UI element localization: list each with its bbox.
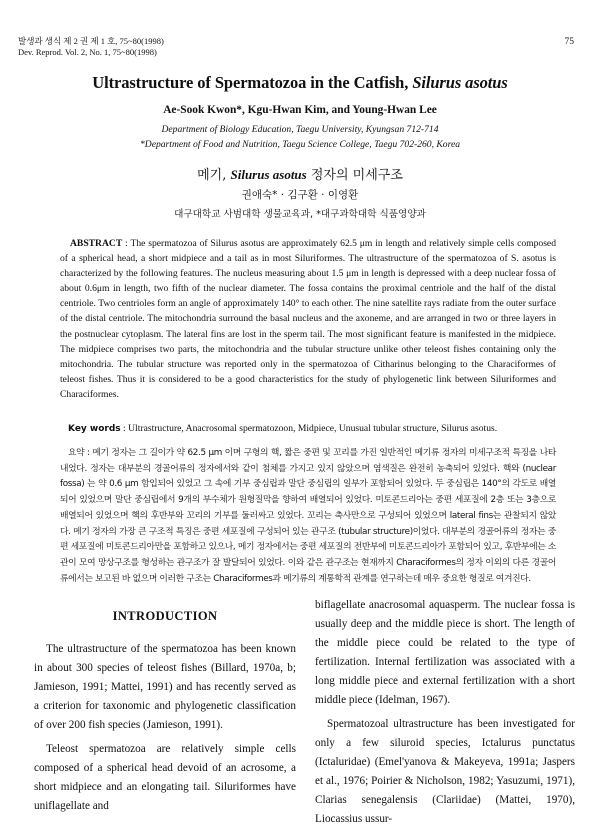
paper-title-main: Ultrastructure of Spermatozoa in the Catfish,	[92, 73, 413, 92]
author-list: Ae-Sook Kwon*, Kgu-Hwan Kim, and Young-Hwan Lee	[163, 104, 437, 116]
abstract-label: ABSTRACT	[70, 238, 123, 249]
korean-title	[0, 164, 600, 183]
journal-header-korean: 발생과 생식 제 2 권 제 1 호, 75~80(1998)	[18, 36, 164, 46]
keywords	[60, 422, 556, 436]
journal-header-english: Dev. Reprod. Vol. 2, No. 1, 75~80(1998)	[18, 47, 157, 57]
journal-header	[18, 36, 164, 58]
page-number: 75	[564, 37, 574, 47]
korean-authors: 권애숙* · 김구환 · 이영환	[241, 189, 359, 201]
korean-title-species: Silurus asotus	[230, 167, 307, 182]
paper-title-species: Silurus asotus	[412, 73, 508, 92]
korean-affiliation: 대구대학교 사범대학 생물교육과, *대구과학대학 식품영양과	[174, 209, 426, 220]
paper-title	[0, 73, 600, 93]
intro-paragraph-4: Spermatozoal ultrastructure has been investigated for only a few siluroid species, Ictalurus punctatus (Ictaluridae) (Emel'yanova & Makeyeva, 1991a; Jaspers et al., 1976; Poirier & Nicholson, 1982; Yasuzumi, 1971), Clarias senegalensis (Clariidae) (Mattei, 1970), Liocassius ussur-	[315, 717, 575, 826]
affiliation-2: *Department of Food and Nutrition, Taegu Science College, Taegu 702-260, Korea	[139, 139, 461, 150]
abstract	[60, 236, 556, 402]
korean-title-post: 정자의 미세구조	[306, 168, 403, 183]
keywords-text: : Ultrastructure, Anacrosomal spermatozoon, Midpiece, Unusual tubular structure, Silurus asotus.	[120, 423, 498, 434]
korean-summary: 요약 : 메기 정자는 그 길이가 약 62.5 μm 이며 구형의 핵, 짧은 중편 및 꼬리를 가진 일반적인 메기류 정자의 미세구조적 특징을 나타내었다. 정자는 대부분의 경골어류의 정자에서와 같이 첨체를 가지고 있지 않았으며 염색질은 완전히 농축되어 있었다. 핵와 (nuclear fossa) 는 약 0.6 μm 함입되어 있었고 그 속에 기부 중심립과 말단 중심립의 일부가 포함되어 있었다. 두 중심립은 140°의 각도로 배열되어 있었으며 말단 중심립에서 9개의 부수체가 원형질막을 향하여 배열되어 있었다. 미토콘드리아는 중편 세포질에 2층 또는 3층으로 배열되어 있었으며 핵의 후반부와 꼬리의 기부를 둘러싸고 있었다. 꼬리는 축사만으로 구성되어 있었으며 lateral fins는 관찰되지 않았다. 메기 정자의 가장 큰 구조적 특징은 중편 세포질에 구성되어 있는 관구조 (tubular structure)이었다. 대부분의 경골어류의 정자는 중편 세포질에 미토콘드리아만을 포함하고 있으나, 메기 정자에서는 중편 세포질의 전반부에 미토콘드리아가 포함되어 있고, 후반부에는 소관이 모여 망상구조를 형성하는 관구조가 잘 발달되어 있었다. 이와 같은 관구조는 현재까지 Characiformes의 정자 이외의 다른 경골어류에서는 보고된 바 없으며 이러한 구조는 Characiformes과 메기류의 계통학적 관계를 연구하는데 매우 중요한 형질로 여겨진다.	[60, 448, 556, 584]
intro-paragraph-2: Teleost spermatozoa are relatively simple cells composed of a spherical head devoid of an acrosome, a short midpiece and an elongating tail. Siluriformes have uniflagellate and	[34, 742, 296, 812]
right-column	[315, 596, 575, 829]
intro-paragraph-1: The ultrastructure of the spermatozoa has been known in about 300 species of teleost fishes (Billard, 1970a, b; Jamieson, 1991; Mattei, 1991) and has recently served as a criterion for taxonomic and phylogenetic classification of over 200 fish species (Jamieson, 1991).	[34, 643, 296, 732]
keywords-label: Key words	[68, 424, 121, 434]
left-column	[34, 607, 296, 816]
affiliation-1: Department of Biology Education, Taegu University, Kyungsan 712-714	[161, 124, 439, 135]
korean-title-pre: 메기,	[197, 168, 231, 183]
intro-paragraph-3: biflagellate anacrosomal aquasperm. The nuclear fossa is usually deep and the middle piece is short. The length of the middle piece could be related to the type of fertilization. Internal fertilization was associated with a long middle piece and external fertilization with a short middle piece (Idelman, 1967).	[315, 599, 575, 707]
introduction-heading: INTRODUCTION	[112, 609, 218, 623]
abstract-text: : The spermatozoa of Silurus asotus are approximately 62.5 μm in length and relatively simple cells composed of a spherical head, a short midpiece and a tail as in most Siluriformes. The ultrastructure of the spermatozoa of S. asotus is characterized by the following features. The nucleus measuring about 1.5 μm in length is depressed with a deep nuclear fossa of about 0.6μm in length, two fifth of the nuclear diameter. The fossa contains the proximal centriole and the half of the distal centriole. Two centrioles form an angle of approximately 140° to each other. The nine satellite rays radiate from the outer surface of the distal centriole. The mitochondria surround the basal nucleus and the axoneme, and are arranged in two or three layers in the postnuclear cytoplasm. The lateral fins are lost in the sperm tail. The most significant feature is manifested in the midpiece. The midpiece comprises two parts, the mitochondria and the tubular structure unlike other teleost fishes containing only the mitochondria. The tubular structure was reported only in the spermatozoa of Citharinus belonging to the Characiformes of teleost fishes. Thus it is considered to be a good characteristics for the study of phylogenetic link between Siluriformes and Characiformes.	[60, 238, 556, 400]
